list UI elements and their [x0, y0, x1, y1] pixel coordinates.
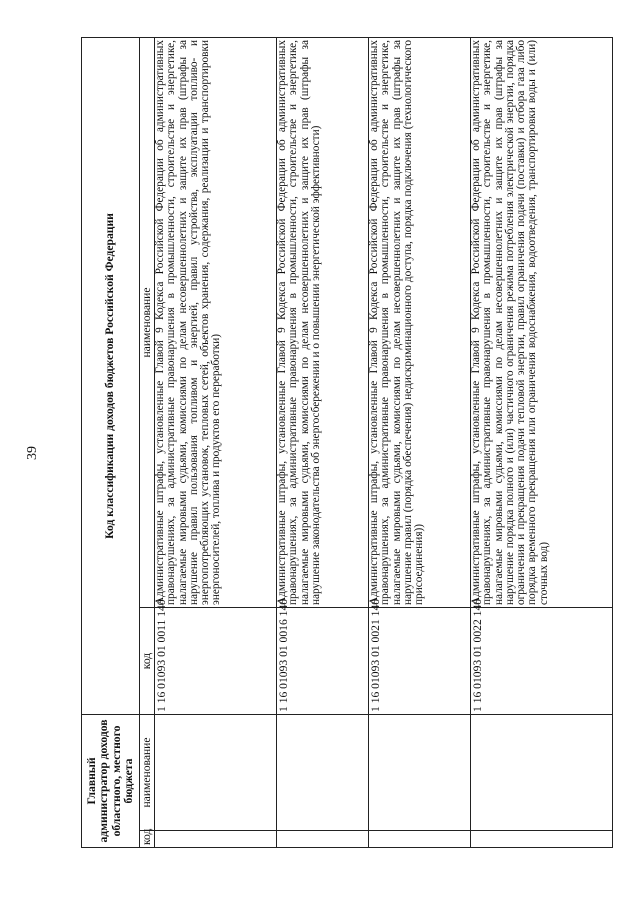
table-row [155, 38, 277, 848]
row-code: 1 16 01093 01 0022 140 [471, 608, 613, 715]
budget-classification-table [81, 37, 613, 848]
row-admin-code [155, 831, 277, 848]
row-admin-name [471, 715, 613, 831]
row-admin-name [369, 715, 471, 831]
table-row [277, 38, 369, 848]
row-name: Административные штрафы, установленные Главой 9 Кодекса Российской Федерации об административных правонарушениях, за административные правонарушения в промышленности, строительстве и энергетике, налагаемые мировыми судьями, комиссиями по делам несовершеннолетних и защите их прав (штрафы за нарушение порядка полного и (или) частичного ограничения режима потребления электрической энергии, порядка ограничения и прекращения подачи тепловой энергии, правил ограничения подачи (поставки) и отбора газа либо порядка временного прекращения или ограничения водоснабжения, водоотведения, транспортировки воды и (или) сточных вод) [471, 38, 613, 608]
header-admin: Главный администратор доходов областного, местного бюджета [82, 715, 140, 848]
row-name: Административные штрафы, установленные Главой 9 Кодекса Российской Федерации об административных правонарушениях, за административные правонарушения в промышленности, строительстве и энергетике, налагаемые мировыми судьями, комиссиями по делам несовершеннолетних и защите их прав (штрафы за нарушение правил (порядка обеспечения) недискриминационного доступа, порядка подключения (технологического присоединения)) [369, 38, 471, 608]
row-name: Административные штрафы, установленные Главой 9 Кодекса Российской Федерации об административных правонарушениях, за административные правонарушения в промышленности, строительстве и энергетике, налагаемые мировыми судьями, комиссиями по делам несовершеннолетних и защите их прав (штрафы за нарушение законодательства об энергосбережении и о повышении энергетической эффективности) [277, 38, 369, 608]
row-code: 1 16 01093 01 0016 140 [277, 608, 369, 715]
row-code: 1 16 01093 01 0011 140 [155, 608, 277, 715]
row-admin-code [369, 831, 471, 848]
row-admin-name [277, 715, 369, 831]
row-admin-code [277, 831, 369, 848]
row-code: 1 16 01093 01 0021 140 [369, 608, 471, 715]
row-name: Административные штрафы, установленные Главой 9 Кодекса Российской Федерации об административных правонарушениях, за административные правонарушения в промышленности, строительстве и энергетике, налагаемые мировыми судьями, комиссиями по делам несовершеннолетних и защите их прав (штрафы за нарушение правил пользования топливом и энергией, правил устройства, эксплуатации топливо- и энергопотребляющих установок, тепловых сетей, объектов хранения, содержания, реализации и транспортировки энергоносителей, топлива и продуктов его переработки) [155, 38, 277, 608]
row-admin-code [471, 831, 613, 848]
col-header-admin-name: наименование [140, 715, 155, 831]
table-row [471, 38, 613, 848]
header-classification: Код классификации доходов бюджетов Российской Федерации [82, 38, 140, 715]
col-header-code: код [140, 608, 155, 715]
rotated-page-content [81, 38, 621, 848]
table-row [369, 38, 471, 848]
row-admin-name [155, 715, 277, 831]
col-header-name: наименование [140, 38, 155, 608]
col-header-admin-code: код [140, 831, 155, 848]
page-number: 39 [25, 446, 40, 460]
